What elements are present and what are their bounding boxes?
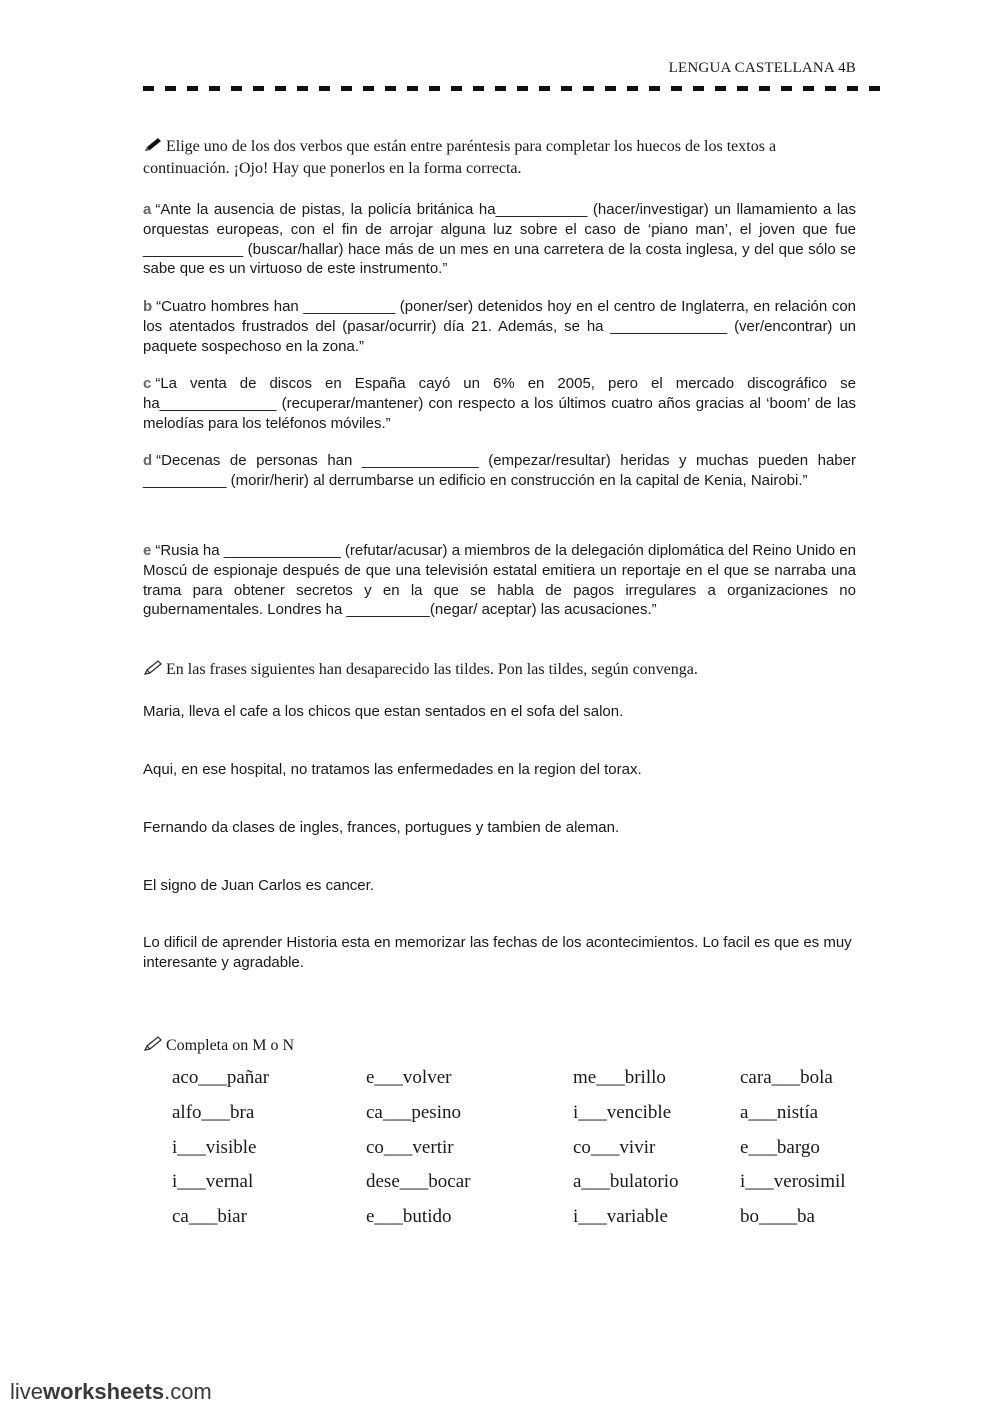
word-cell[interactable]: i___verosimil [740,1171,846,1192]
exercise-c [143,374,856,433]
exercise-letter: b [143,298,153,315]
exercise-text: “La venta de discos en España cayó un 6% en 2005, pero el mercado discográfico se ha______________ (recuperar/mantener) con respecto a los últimos cuatro años gracias al ‘boom’ de las melodías para los teléfonos móviles.” [143,375,856,432]
word-cell[interactable]: co___vivir [573,1137,656,1158]
exercise-letter: d [143,452,153,469]
word-cell[interactable]: co___vertir [366,1137,454,1158]
section1-instruction-text: Elige uno de los dos verbos que están entre paréntesis para completar los huecos de los textos a continuación. ¡Ojo! Hay que ponerlos en la forma correcta. [143,138,777,177]
word-cell[interactable]: i___vernal [172,1171,254,1192]
exercise-letter: c [143,375,152,392]
liveworksheets-logo [10,1379,212,1405]
section3-instruction-text: Completa on M o N [166,1037,294,1054]
exercise-e [143,541,856,620]
exercise-text: “Rusia ha ______________ (refutar/acusar) a miembros de la delegación diplomática del Reino Unido en Moscú de espionaje después de que una televisión estatal emitiera un reportaje en el que se narraba una trama para obtener secretos y en la que se habla de pagos irregulares a organizaciones no gubernamentales. Londres ha __________(negar/ aceptar) las acusaciones.” [143,542,856,619]
word-cell[interactable]: e___volver [366,1067,452,1088]
exercise-text: “Cuatro hombres han ___________ (poner/ser) detenidos hoy en el centro de Inglaterra, en relación con los atentados frustrados del (pasar/ocurrir) día 21. Además, se ha ______________ (ver/encontrar) un paquete sospechoso en la zona.” [143,298,856,355]
word-cell[interactable]: cara___bola [740,1067,833,1088]
header-dashed-divider [143,86,880,91]
section2-instruction [143,659,856,681]
accent-sentence-2: Aqui, en ese hospital, no tratamos las enfermedades en la region del torax. [143,761,642,778]
accent-sentence-5: Lo dificil de aprender Historia esta en memorizar las fechas de los acontecimientos. Lo facil es que es muy interesante y agradable. [143,934,852,971]
accent-sentence-1: Maria, lleva el cafe a los chicos que estan sentados en el sofa del salon. [143,703,624,720]
word-cell[interactable]: a___bulatorio [573,1171,679,1192]
section1-instruction [143,136,856,180]
word-cell[interactable]: dese___bocar [366,1171,471,1192]
accent-sentence-4: El signo de Juan Carlos es cancer. [143,877,374,894]
word-cell[interactable]: a___nistía [740,1102,819,1123]
pencil-icon [143,137,163,153]
word-cell[interactable]: e___bargo [740,1137,820,1158]
word-cell[interactable]: bo____ba [740,1206,815,1227]
section3-instruction [143,1035,856,1057]
word-cell[interactable]: e___butido [366,1206,452,1227]
accent-sentence-3: Fernando da clases de ingles, frances, portugues y tambien de aleman. [143,819,620,836]
word-cell[interactable]: alfo___bra [172,1102,255,1123]
word-cell[interactable]: i___variable [573,1206,668,1227]
exercise-letter: e [143,542,152,559]
word-cell[interactable]: me___brillo [573,1067,666,1088]
word-cell[interactable]: ca___pesino [366,1102,461,1123]
word-cell[interactable]: i___visible [172,1137,257,1158]
exercise-b [143,297,856,356]
exercise-a [143,200,856,279]
pencil-outline-icon [143,1036,163,1052]
exercise-d [143,451,856,491]
page-header-title: LENGUA CASTELLANA 4B [668,60,856,76]
word-cell[interactable]: ca___biar [172,1206,247,1227]
word-cell[interactable]: i___vencible [573,1102,672,1123]
exercise-letter: a [143,201,152,218]
section2-instruction-text: En las frases siguientes han desaparecido las tildes. Pon las tildes, según convenga. [166,661,698,678]
exercise-text: “Decenas de personas han ______________ (empezar/resultar) heridas y muchas pueden haber __________ (morir/herir) al derrumbarse un edificio en construcción en la capital de Kenia, Nairobi.” [143,452,856,489]
logo-domain-text: .com [164,1379,212,1404]
logo-light-text: live [10,1379,44,1404]
exercise-text: “Ante la ausencia de pistas, la policía británica ha___________ (hacer/investigar) un llamamiento a las orquestas europeas, con el fin de arrojar alguna luz sobre el caso de ‘piano man’, el joven que fue ____________ (buscar/hallar) hace más de un mes en una carretera de la costa inglesa, y del que sólo se sabe que es un virtuoso de este instrumento.” [143,201,856,278]
word-cell[interactable]: aco___pañar [172,1067,270,1088]
pencil-outline-icon [143,660,163,676]
logo-bold-text: worksheets [43,1379,165,1404]
